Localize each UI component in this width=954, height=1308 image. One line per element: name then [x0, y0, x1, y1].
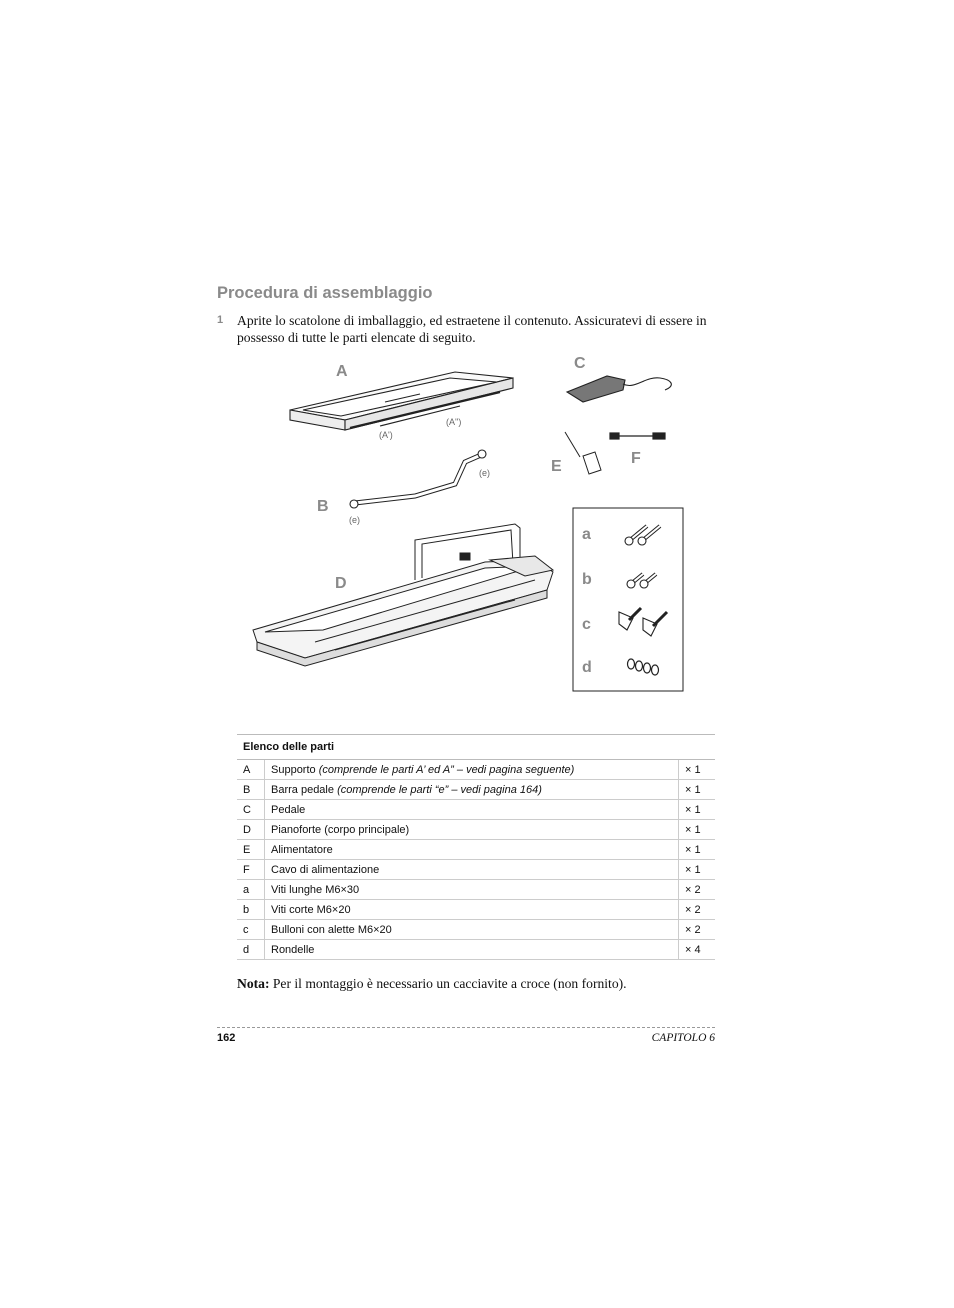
part-quantity: × 2 — [679, 880, 716, 900]
part-quantity: × 1 — [679, 780, 716, 800]
long-screws-drawing — [625, 526, 660, 545]
part-id: a — [237, 880, 265, 900]
sublabel-a-double-prime: (A'') — [446, 417, 462, 427]
part-description — [265, 900, 679, 920]
label-A: A — [336, 363, 348, 380]
part-note: (comprende le parti “e” – vedi pagina 164) — [337, 783, 542, 796]
part-name: Pianoforte (corpo principale) — [271, 823, 410, 836]
parts-table-body — [237, 760, 715, 960]
table-row — [237, 860, 715, 880]
part-quantity: × 1 — [679, 860, 716, 880]
piano-body-drawing — [253, 524, 553, 666]
adapter-drawing — [565, 432, 601, 474]
pedal-drawing — [567, 376, 671, 402]
note-label: Nota: — [237, 976, 270, 991]
part-name: Bulloni con alette M6×20 — [271, 923, 392, 936]
stand-frame-drawing — [290, 372, 513, 430]
label-F: F — [631, 450, 641, 467]
part-id: d — [237, 940, 265, 960]
part-quantity: × 1 — [679, 840, 716, 860]
label-a: a — [582, 526, 591, 543]
part-description — [265, 940, 679, 960]
part-name: Barra pedale — [271, 783, 334, 796]
part-name: Rondelle — [271, 943, 315, 956]
table-row — [237, 800, 715, 820]
note-text: Per il montaggio è necessario un cacciavite a croce (non fornito). — [272, 976, 627, 991]
sublabel-a-prime: (A') — [379, 430, 393, 440]
label-d: d — [582, 659, 592, 676]
part-id: C — [237, 800, 265, 820]
label-b: b — [582, 571, 592, 588]
part-description — [265, 840, 679, 860]
step-number: 1 — [217, 314, 224, 326]
short-screws-drawing — [627, 574, 656, 588]
table-row — [237, 840, 715, 860]
parts-illustration — [235, 350, 695, 700]
label-E: E — [551, 458, 562, 475]
label-B: B — [317, 498, 329, 515]
part-id: F — [237, 860, 265, 880]
part-name: Viti corte M6×20 — [271, 903, 351, 916]
part-description — [265, 880, 679, 900]
sublabel-e-top: (e) — [479, 468, 490, 478]
label-c: c — [582, 616, 591, 633]
part-id: D — [237, 820, 265, 840]
label-D: D — [335, 575, 347, 592]
table-row — [237, 820, 715, 840]
table-row — [237, 880, 715, 900]
part-id: B — [237, 780, 265, 800]
part-description — [265, 820, 679, 840]
part-name: Supporto — [271, 763, 316, 776]
part-id: E — [237, 840, 265, 860]
table-row — [237, 780, 715, 800]
part-id: b — [237, 900, 265, 920]
footer-rule — [217, 1027, 715, 1028]
step-text: Aprite lo scatolone di imballaggio, ed estraetene il contenuto. Assicuratevi di essere in possesso di tutte le parti elencate di seguito. — [237, 313, 707, 345]
part-name: Cavo di alimentazione — [271, 863, 380, 876]
part-description — [265, 860, 679, 880]
sublabel-e-bottom: (e) — [349, 515, 360, 525]
table-row — [237, 760, 715, 780]
washers-drawing — [628, 659, 659, 675]
section-heading: Procedura di assemblaggio — [217, 284, 433, 302]
table-row — [237, 940, 715, 960]
part-note: (comprende le parti A’ ed A” – vedi pagina seguente) — [318, 763, 575, 776]
power-cord-drawing — [610, 433, 665, 439]
parts-list-table — [237, 734, 715, 960]
part-quantity: × 1 — [679, 820, 716, 840]
part-id: A — [237, 760, 265, 780]
part-quantity: × 4 — [679, 940, 716, 960]
part-quantity: × 2 — [679, 920, 716, 940]
part-description — [265, 760, 679, 780]
wing-bolts-drawing — [619, 608, 667, 636]
table-row — [237, 900, 715, 920]
part-name: Pedale — [271, 803, 306, 816]
pedal-bar-drawing — [350, 450, 486, 508]
part-description — [265, 920, 679, 940]
label-C: C — [574, 355, 586, 372]
part-quantity: × 1 — [679, 800, 716, 820]
chapter-label: CAPITOLO 6 — [651, 1032, 715, 1044]
part-id: c — [237, 920, 265, 940]
page-number: 162 — [217, 1032, 236, 1044]
part-quantity: × 2 — [679, 900, 716, 920]
parts-table-header: Elenco delle parti — [237, 735, 715, 760]
part-quantity: × 1 — [679, 760, 716, 780]
part-name: Alimentatore — [271, 843, 333, 856]
table-row — [237, 920, 715, 940]
part-description — [265, 780, 679, 800]
part-description — [265, 800, 679, 820]
part-name: Viti lunghe M6×30 — [271, 883, 360, 896]
note — [237, 976, 627, 992]
